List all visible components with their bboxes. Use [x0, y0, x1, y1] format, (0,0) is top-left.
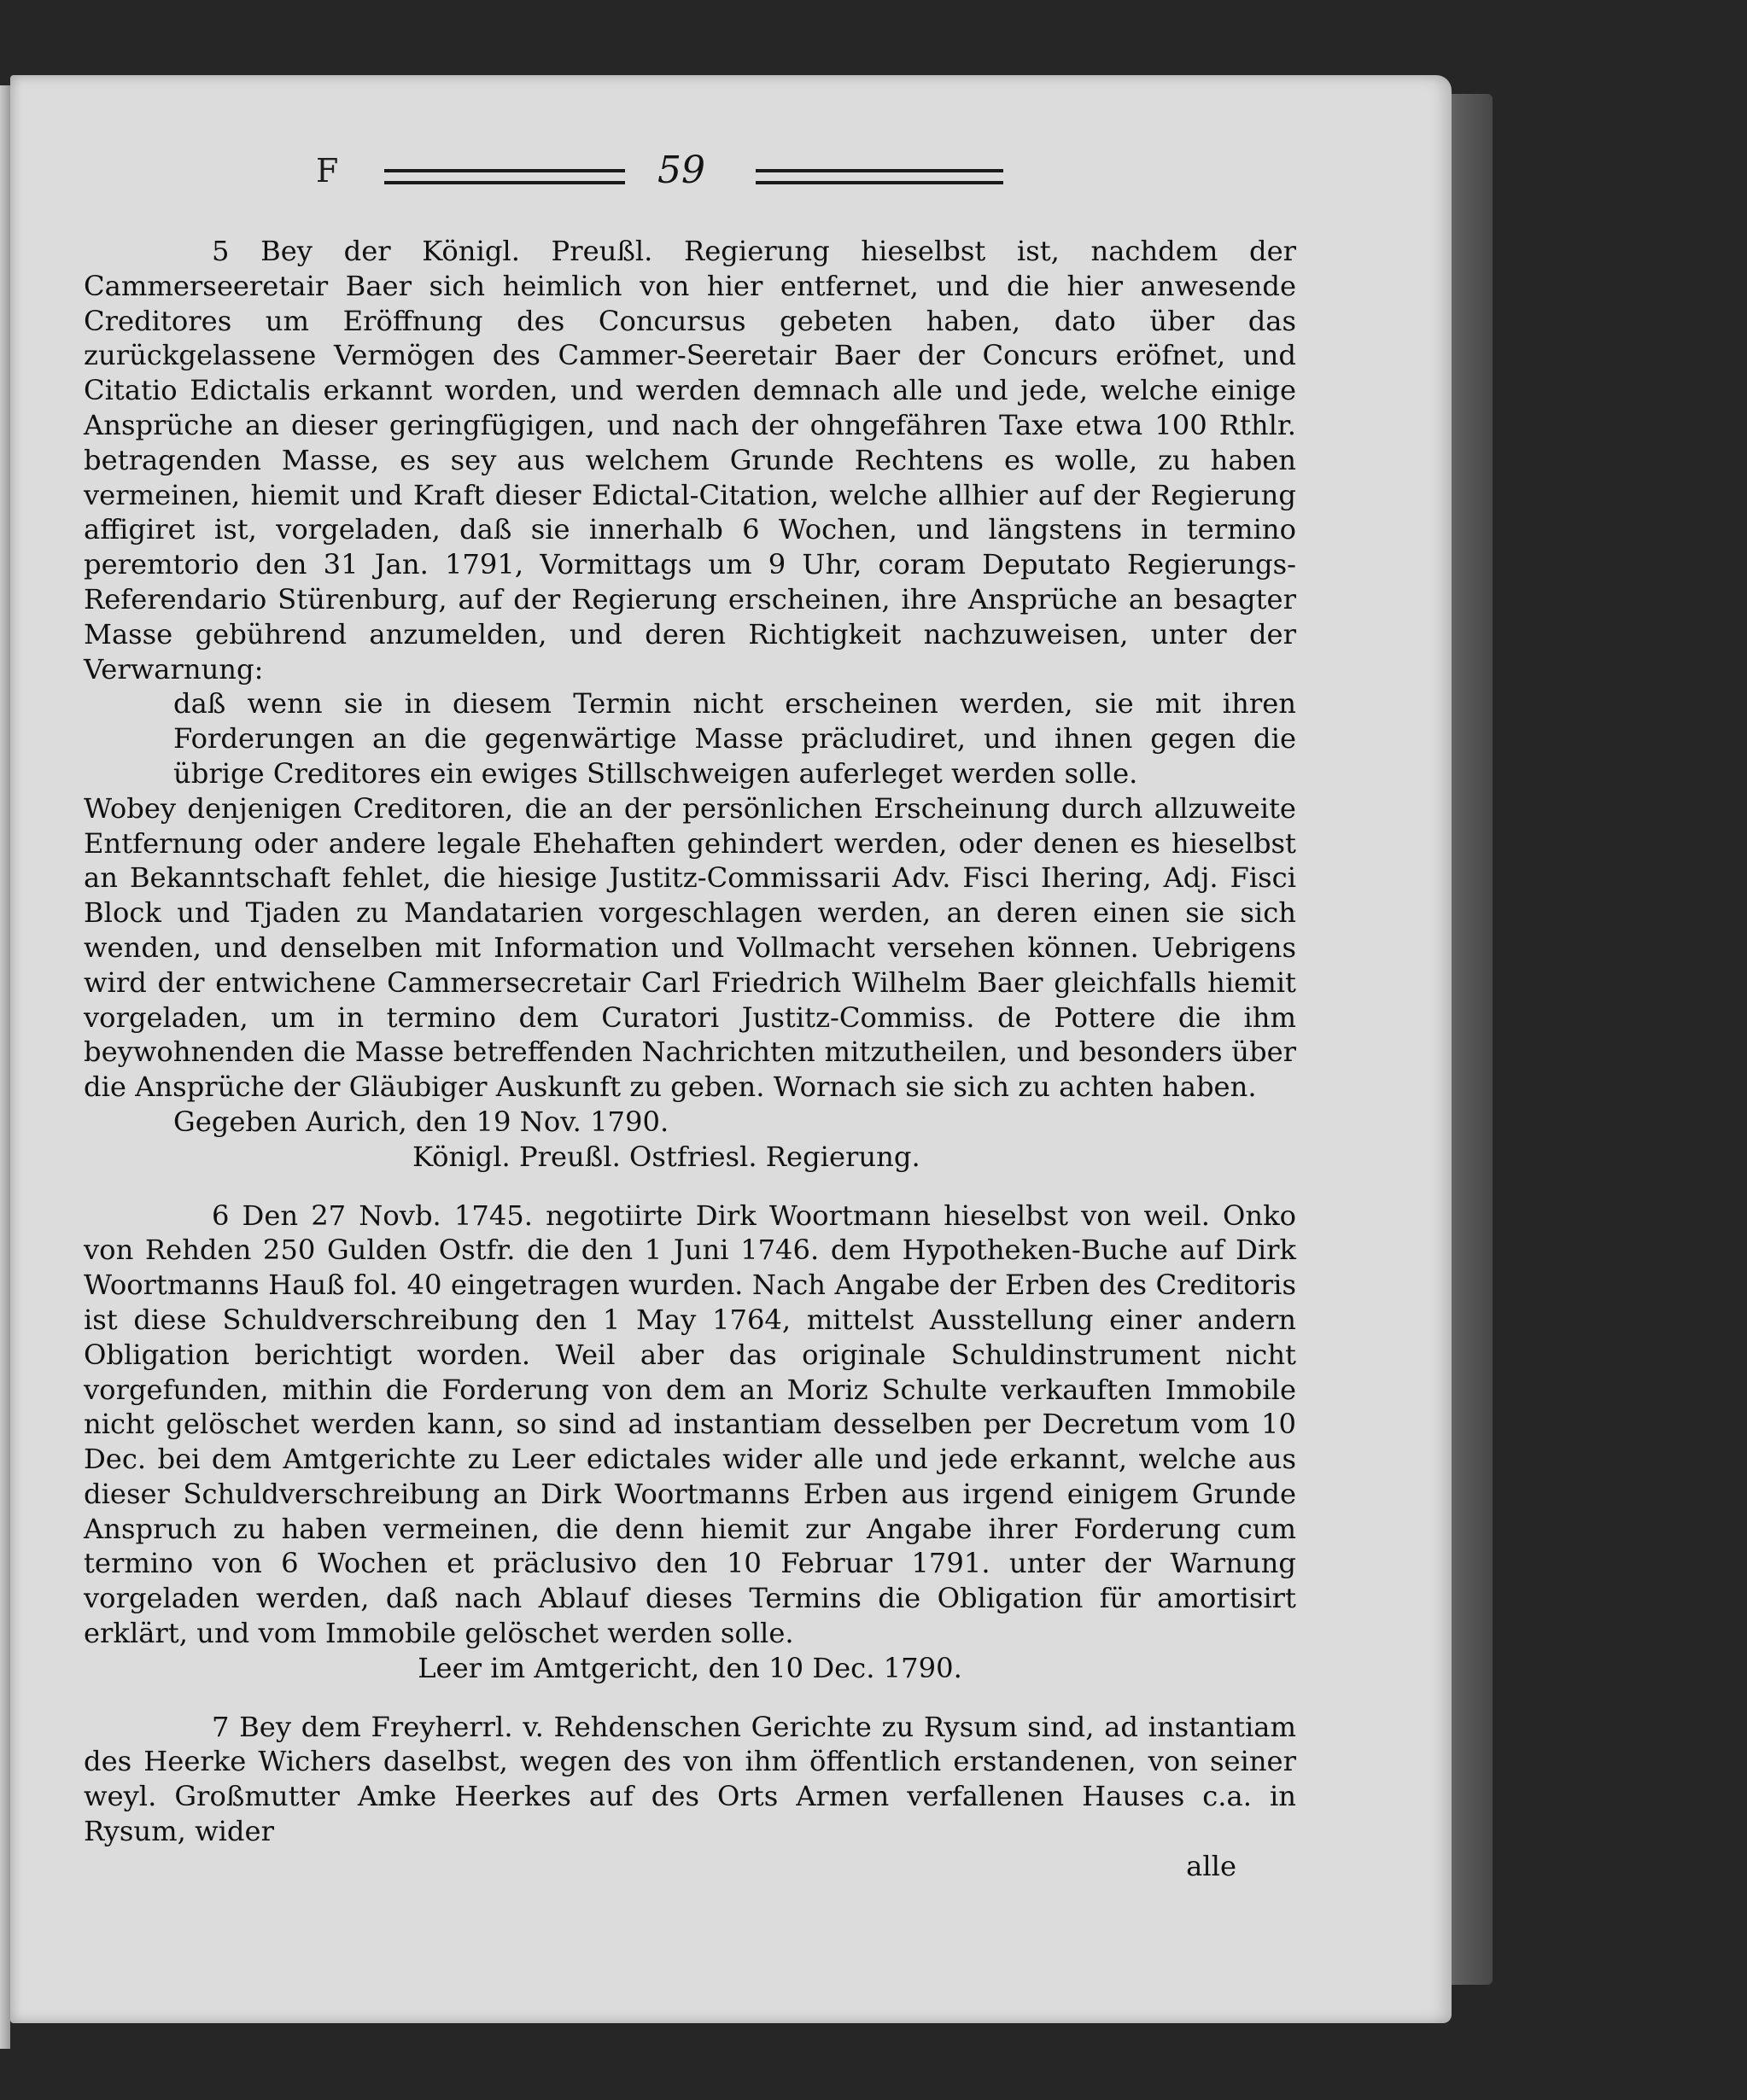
entry-6-paragraph: 6 Den 27 Novb. 1745. negotiirte Dirk Woortmann hieselbst von weil. Onko von Rehden 250 Gulden Ostfr. die den 1 Juni 1746. dem Hypotheken-Buche auf Dirk Woortmanns Hauß fol. 40 eingetragen wurden. Nach Angabe der Erben des Creditoris ist diese Schuldverschreibung den 1 May 1764, mittelst Ausstellung einer andern Obligation berichtigt worden. Weil aber das originale Schuldinstrument nicht vorgefunden, mithin die Forderung von dem an Moriz Schulte verkauften Immobile nicht gelöschet werden kann, so sind ad instantiam desselben per Decretum vom 10 Dec. bei dem Amtgerichte zu Leer edictales wider alle und jede erkannt, welche aus dieser Schuldverschreibung an Dirk Woortmanns Erben aus irgend einigem Grunde Anspruch zu haben vermeinen, die denn hiemit zur Angabe ihrer Forderung cum termino von 6 Wochen et präclusivo den 10 Februar 1791. unter der Warnung vorgeladen werden, daß nach Ablauf dieses Termins die Obligation für amortisirt erklärt, und vom Immobile gelöschet werden solle. — [84, 1199, 1296, 1650]
signature-mark: F — [316, 152, 339, 190]
page-number: 59 — [657, 149, 705, 192]
entry-5-warning: daß wenn sie in diesem Termin nicht erscheinen werden, sie mit ihren Forderungen an die gegenwärtige Masse präcludiret, und ihnen gegen die übrige Creditores ein ewiges Stillschweigen auferleget werden solle. — [173, 687, 1296, 790]
page-body — [84, 234, 1296, 1884]
entry-7-paragraph: 7 Bey dem Freyherrl. v. Rehdenschen Gerichte zu Rysum sind, ad instantiam des Heerke Wichers daselbst, wegen des von ihm öffentlich erstandenen, von seiner weyl. Großmutter Amke Heerkes auf des Orts Armen verfallenen Hauses c.a. in Rysum, wider — [84, 1710, 1296, 1848]
entry-5-mandataries: Wobey denjenigen Creditoren, die an der persönlichen Erscheinung durch allzuweite Entfernung oder andere legale Ehehaften gehindert werden, oder denen es hieselbst an Bekanntschaft fehlet, die hiesige Justitz-Commissarii Adv. Fisci Ihering, Adj. Fisci Block und Tjaden zu Mandatarien vorgeschlagen werden, an deren einen sie sich wenden, und denselben mit Information und Vollmacht versehen können. Uebrigens wird der entwichene Cammersecretair Carl Friedrich Wilhelm Baer gleichfalls hiemit vorgeladen, um in termino dem Curatori Justitz-Commiss. de Pottere die ihm beywohnenden die Masse betreffenden Nachrichten mitzutheilen, und besonders über die Ansprüche der Gläubiger Auskunft zu geben. Wornach sie sich zu achten haben. — [84, 791, 1296, 1104]
header-rule-right — [756, 169, 1003, 184]
entry-5-signature: Königl. Preußl. Ostfriesl. Regierung. — [412, 1140, 920, 1173]
page-header — [316, 149, 1255, 195]
entry-5-paragraph: 5 Bey der Königl. Preußl. Regierung hieselbst ist, nachdem der Cammerseeretair Baer sich heimlich von hier entfernet, und die hier anwesende Creditores um Eröffnung des Concursus gebeten haben, dato über das zurückgelassene Vermögen des Cammer-Seeretair Baer der Concurs eröfnet, und Citatio Edictalis erkannt worden, und werden demnach alle und jede, welche einige Ansprüche an dieser geringfügigen, und nach der ohngefähren Taxe etwa 100 Rthlr. betragenden Masse, es sey aus welchem Grunde Rechtens es wolle, zu haben vermeinen, hiemit und Kraft dieser Edictal-Citation, welche allhier auf der Regierung affigiret ist, vorgeladen, daß sie innerhalb 6 Wochen, und längstens in termino peremtorio den 31 Jan. 1791, Vormittags um 9 Uhr, coram Deputato Regierungs-Referendario Stürenburg, auf der Regierung erscheinen, ihre Ansprüche an besagter Masse gebührend anzumelden, und deren Richtigkeit nachzuweisen, unter der Verwarnung: — [84, 235, 1296, 685]
entry-6-signature: Leer im Amtgericht, den 10 Dec. 1790. — [418, 1651, 962, 1684]
header-rule-left — [384, 169, 625, 184]
facing-page-edge — [0, 85, 10, 2049]
entry-5-date: Gegeben Aurich, den 19 Nov. 1790. — [173, 1105, 669, 1138]
catchword: alle — [1186, 1849, 1236, 1882]
